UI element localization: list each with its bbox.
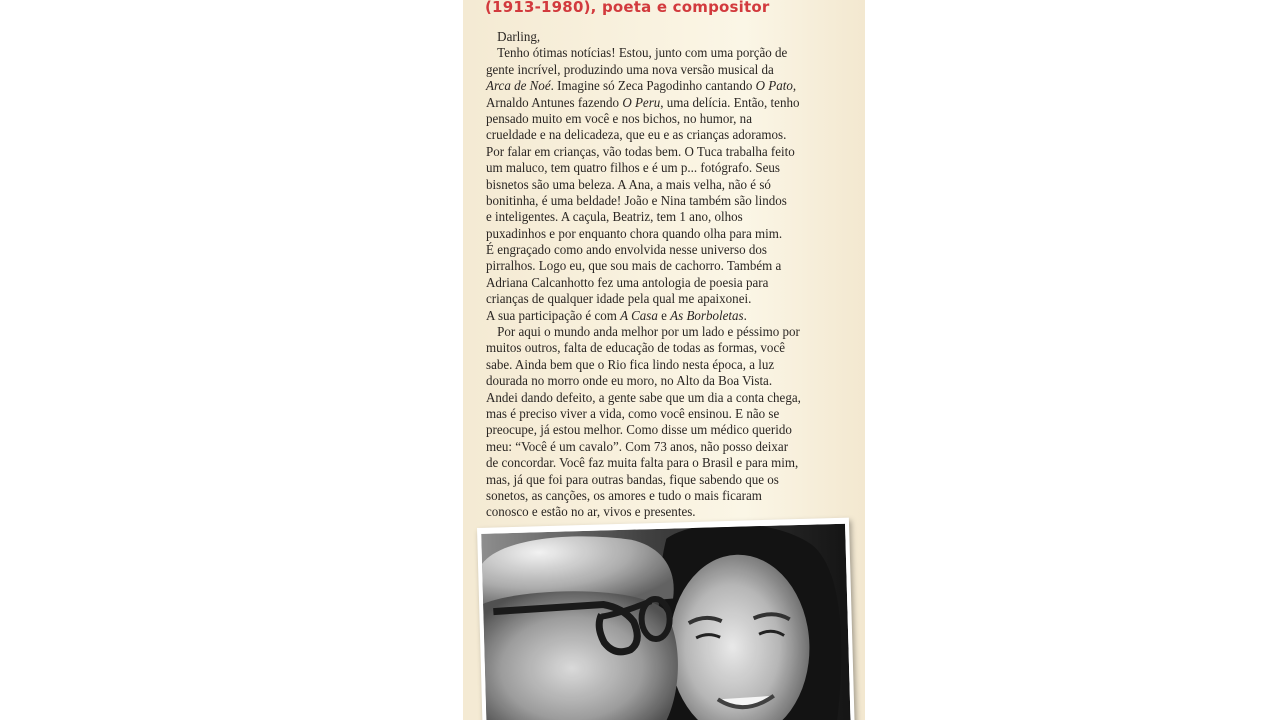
- letter-line: crianças de qualquer idade pela qual me apaixonei.: [486, 292, 752, 308]
- letter-line: e inteligentes. A caçula, Beatriz, tem 1 ano, olhos: [486, 210, 743, 226]
- letter-text: ,: [792, 79, 797, 95]
- letter-text: e: [657, 308, 671, 324]
- article-heading: (1913-1980), poeta e compositor: [485, 0, 770, 16]
- letter-text: Arnaldo Antunes fazendo: [486, 95, 623, 111]
- letter-line: muitos outros, falta de educação de todas as formas, você: [486, 341, 786, 357]
- letter-line: puxadinhos e por enquanto chora quando olha para mim.: [486, 226, 783, 242]
- work-title: As Borboletas: [670, 308, 744, 324]
- work-title: A Casa: [620, 308, 658, 324]
- letter-line: Adriana Calcanhotto fez uma antologia de poesia para: [486, 275, 769, 291]
- letter-line: pensado muito em você e nos bichos, no humor, na: [486, 111, 752, 127]
- letter-line: mas, já que foi para outras bandas, fique sabendo que os: [486, 472, 779, 488]
- letter-line: Por aqui o mundo anda melhor por um lado e péssimo por: [497, 325, 800, 341]
- photo: [477, 518, 855, 720]
- letter-line: sonetos, as canções, os amores e tudo o mais ficaram: [486, 488, 762, 504]
- letter-text: , uma delícia. Então, tenho: [660, 95, 800, 111]
- letter-line: mas é preciso viver a vida, como você ensinou. E não se: [486, 406, 780, 422]
- letter-line: sabe. Ainda bem que o Rio fica lindo nesta época, a luz: [486, 357, 775, 373]
- work-title: Arca de Noé: [486, 79, 551, 95]
- letter-line: pirralhos. Logo eu, que sou mais de cachorro. Também a: [486, 259, 782, 275]
- work-title: O Peru: [622, 95, 661, 111]
- letter-line: bonitinha, é uma beldade! João e Nina também são lindos: [486, 193, 787, 209]
- letter-line: gente incrível, produzindo uma nova versão musical da: [486, 62, 774, 78]
- letter-body: [486, 30, 848, 522]
- letter-line: preocupe, já estou melhor. Como disse um médico querido: [486, 423, 792, 439]
- letter-line: conosco e estão no ar, vivos e presentes.: [486, 505, 696, 521]
- letter-line: Andei dando defeito, a gente sabe que um dia a conta chega,: [486, 390, 801, 406]
- letter-line: bisnetos são uma beleza. A Ana, a mais velha, não é só: [486, 177, 771, 193]
- letter-line: um maluco, tem quatro filhos e é um p... fotógrafo. Seus: [486, 161, 780, 177]
- letter-line: É engraçado como ando envolvida nesse universo dos: [486, 243, 767, 259]
- letter-line: de concordar. Você faz muita falta para o Brasil e para mim,: [486, 456, 799, 472]
- black-and-white-photo: [481, 524, 850, 720]
- letter-line: Tenho ótimas notícias! Estou, junto com uma porção de: [497, 46, 788, 62]
- work-title: O Pato: [755, 79, 793, 95]
- letter-line: dourada no morro onde eu moro, no Alto da Boa Vista.: [486, 374, 773, 390]
- letter-text: .: [743, 308, 747, 324]
- letter-line: [486, 96, 848, 112]
- letter-line: crueldade e na delicadeza, que eu e as crianças adoramos.: [486, 128, 787, 144]
- letter-text: . Imagine só Zeca Pagodinho cantando: [550, 79, 756, 95]
- letter-line: [486, 309, 848, 325]
- letter-text: A sua participação é com: [486, 308, 621, 324]
- letter-line: Darling,: [497, 30, 541, 45]
- letter-line: meu: “Você é um cavalo”. Com 73 anos, não posso deixar: [486, 439, 789, 455]
- letter-line: Por falar em crianças, vão todas bem. O Tuca trabalha feito: [486, 144, 795, 160]
- letter-line: [486, 79, 848, 95]
- photo-grain: [481, 524, 850, 720]
